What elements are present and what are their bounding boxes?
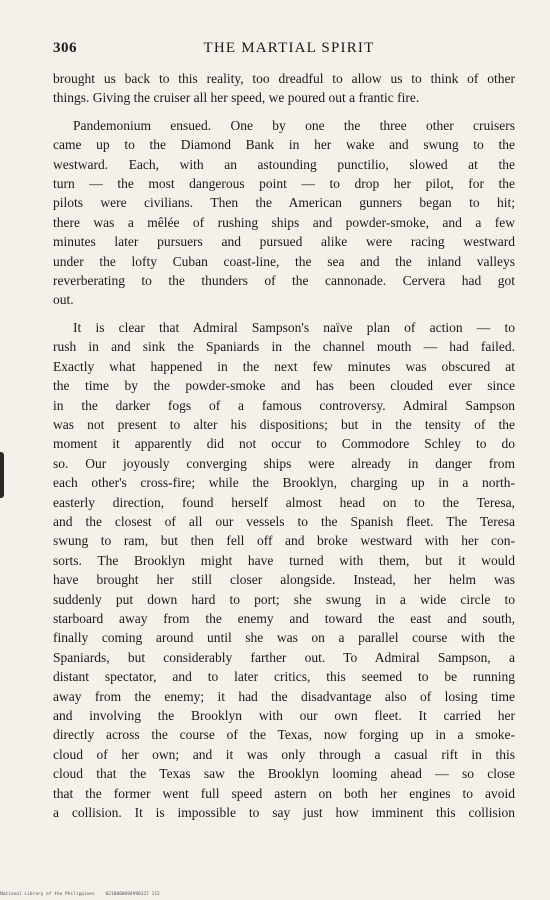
text-line: minutes later pursuers and pursued alike were racing westward [53, 234, 515, 250]
paragraph-gap [53, 108, 515, 116]
page-edge-mark [0, 452, 4, 498]
text-line: out. [53, 292, 74, 308]
text-line: suddenly put down hard to port; she swung in a wide circle to [53, 591, 515, 607]
text-line: under the lofty Cuban coast-line, the sea and the inland valleys [53, 253, 515, 269]
text-line: the time by the powder-smoke and has been clouded ever since [53, 378, 515, 394]
paragraph-gap [53, 310, 515, 318]
paragraph [53, 69, 515, 108]
text-line: came up to the Diamond Bank in her wake and swung to the [53, 137, 515, 153]
text-line: a collision. It is impossible to say just how imminent this collision [53, 805, 515, 821]
text-line: directly across the course of the Texas, now forging up in a smoke- [53, 727, 515, 743]
text-line: reverberating to the thunders of the cannonade. Cervera had got [53, 273, 515, 289]
paragraph [53, 318, 515, 823]
text-line: and involving the Brooklyn with our own fleet. It carried her [53, 708, 515, 723]
text-line: distant spectator, and to later critics, this seemed to be running [53, 669, 515, 685]
text-line: starboard away from the enemy and toward the east and south, [53, 610, 515, 626]
text-line: have brought her still closer alongside. Instead, her helm was [53, 572, 515, 588]
text-line: things. Giving the cruiser all her speed, we poured out a frantic fire. [53, 90, 420, 106]
paragraph [53, 116, 515, 310]
text-line: moment it apparently did not occur to Commodore Schley to do [53, 436, 515, 452]
text-line: cloud that the Texas saw the Brooklyn looming ahead — so close [53, 766, 515, 782]
text-line: in the darker fogs of a famous controversy. Admiral Sampson [53, 397, 515, 413]
text-line: finally coming around until she was on a parallel course with the [53, 630, 515, 646]
text-line: brought us back to this reality, too dreadful to allow us to think of other [53, 71, 515, 86]
scan-footer [0, 892, 168, 897]
text-line: was not present to alter his dispositions; but in the tensity of the [53, 416, 515, 432]
text-line: that the former went full speed astern on both her engines to avoid [53, 785, 515, 801]
footer-library: National Library of the Philippines [0, 892, 95, 897]
text-line: sorts. The Brooklyn might have turned with them, but it would [53, 552, 515, 568]
text-line: westward. Each, with an astounding punctilio, slowed at the [53, 156, 515, 172]
text-line: Exactly what happened in the next few minutes was obscured at [53, 358, 515, 374]
running-head: THE MARTIAL SPIRIT [203, 40, 375, 56]
page-header [53, 40, 515, 60]
page-number: 306 [53, 40, 77, 56]
text-line: turn — the most dangerous point — to drop her pilot, for the [53, 176, 515, 192]
text-line: It is clear that Admiral Sampson's naïve plan of action — to [73, 319, 515, 335]
text-line: there was a mêlée of rushing ships and powder-smoke, and a few [53, 214, 515, 230]
text-line: cloud of her own; and it was only through a casual rift in this [53, 746, 515, 762]
text-line: rush in and sink the Spaniards in the channel mouth — had failed. [53, 339, 515, 355]
text-line: so. Our joyously converging ships were already in danger from [53, 455, 515, 471]
text-line: away from the enemy; it had the disadvantage also of losing time [53, 688, 515, 704]
footer-code: 0210000094990127 112 [105, 892, 160, 897]
text-line: Spaniards, but considerably farther out. To Admiral Sampson, a [53, 649, 515, 665]
text-line: swung to ram, but then fell off and broke westward with her con- [53, 533, 515, 549]
body-text [53, 69, 515, 822]
text-line: easterly direction, found herself almost head on to the Teresa, [53, 494, 515, 510]
text-line: Pandemonium ensued. One by one the three other cruisers [73, 117, 515, 133]
text-line: each other's cross-fire; while the Brooklyn, charging up in a north- [53, 475, 515, 491]
text-line: and the closest of all our vessels to the Spanish fleet. The Teresa [53, 513, 515, 529]
text-line: pilots were civilians. Then the American gunners began to hit; [53, 195, 515, 211]
